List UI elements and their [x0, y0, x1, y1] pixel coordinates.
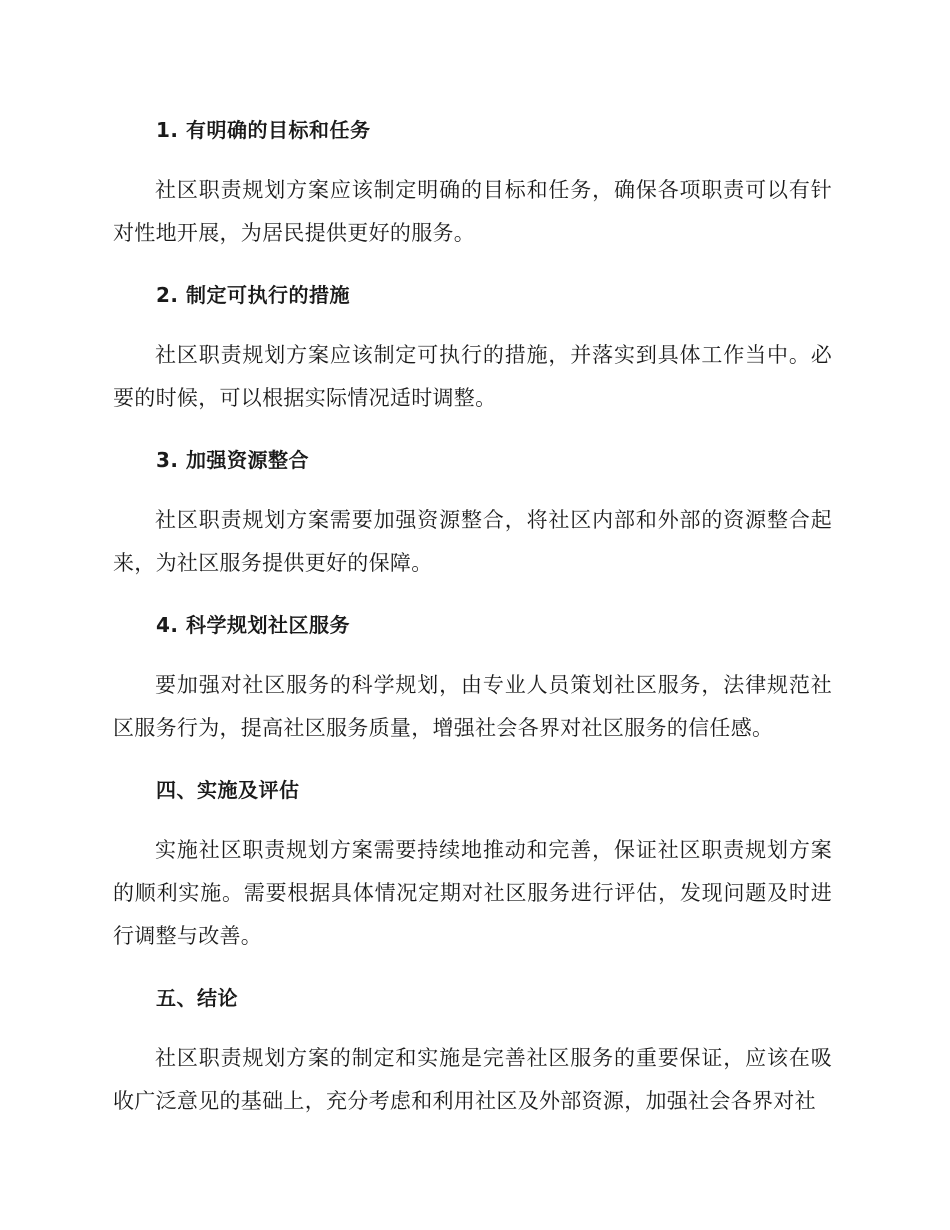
section-paragraph: 实施社区职责规划方案需要持续地推动和完善，保证社区职责规划方案的顺利实施。需要根据具体情况定期对社区服务进行评估，发现问题及时进行调整与改善。: [113, 838, 832, 948]
section-paragraph: 要加强对社区服务的科学规划，由专业人员策划社区服务，法律规范社区服务行为，提高社区服务质量，增强社会各界对社区服务的信任感。: [113, 673, 832, 740]
section-paragraph: 社区职责规划方案需要加强资源整合，将社区内部和外部的资源整合起来，为社区服务提供更好的保障。: [113, 508, 832, 575]
section-paragraph: 社区职责规划方案应该制定可执行的措施，并落实到具体工作当中。必要的时候，可以根据实际情况适时调整。: [113, 343, 832, 410]
section-heading: 四、实施及评估: [156, 778, 300, 802]
section-heading: 1. 有明确的目标和任务: [156, 118, 371, 142]
section-heading: 五、结论: [156, 986, 238, 1010]
section-paragraph: 社区职责规划方案的制定和实施是完善社区服务的重要保证，应该在吸收广泛意见的基础上，充分考虑和利用社区及外部资源，加强社会各界对社: [113, 1046, 832, 1113]
section-paragraph: 社区职责规划方案应该制定明确的目标和任务，确保各项职责可以有针对性地开展，为居民提供更好的服务。: [113, 178, 832, 245]
section-heading: 3. 加强资源整合: [156, 448, 309, 472]
section-heading: 2. 制定可执行的措施: [156, 283, 350, 307]
section-heading: 4. 科学规划社区服务: [156, 613, 350, 637]
